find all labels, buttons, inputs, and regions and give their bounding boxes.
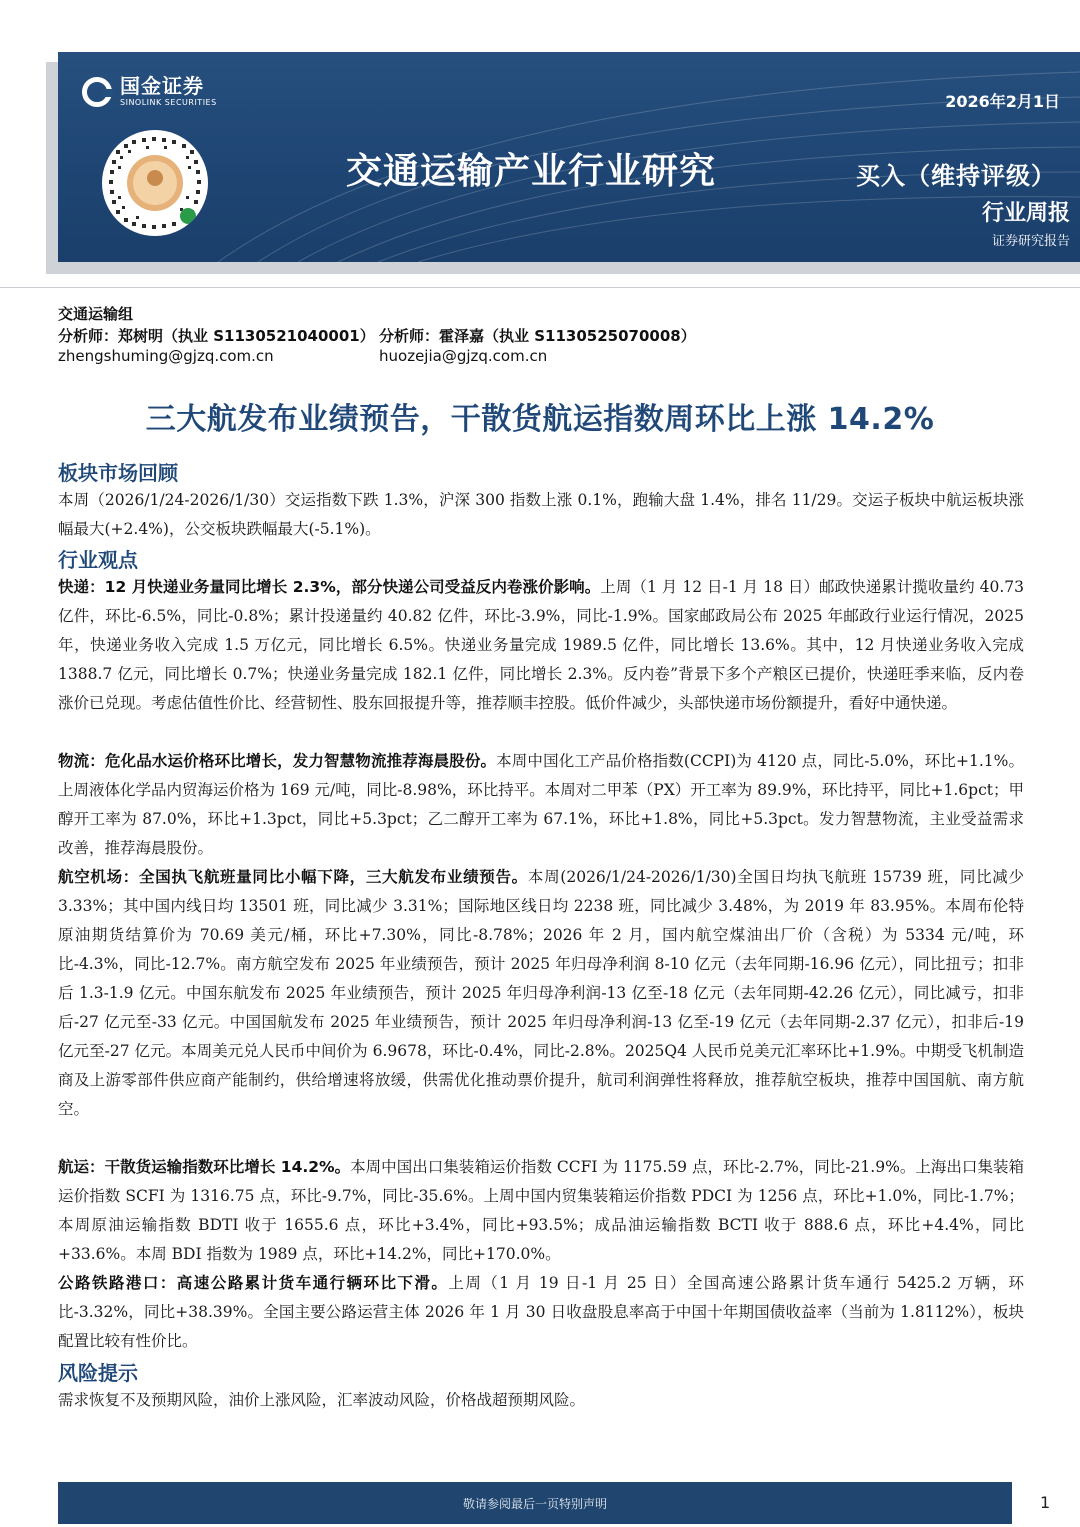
paragraph-aviation [58,863,1024,1124]
express-text: 上周（1 月 12 日-1 月 18 日）邮政快递累计揽收量约 40.73 亿件，环比-6.5%，同比-0.8%；累计投递量约 40.82 亿件，环比-3.9%，同比-1.9%。国家邮政局公布 2025 年邮政行业运行情况，2025 年，快递业务收入完成 1.5 万亿元，同比增长 6.5%。快递业务量完成 1989.5 亿件，同比增长 13.6%。其中，12 月快递业务收入完成 1388.7 亿元，同比增长 0.7%；快递业务量完成 182.1 亿件，同比增长 2.3%。反内卷”背景下多个产粮区已提价，快递旺季来临，反内卷涨价已兑现。考虑估值性价比、经营韧性、股东回报提升等，推荐顺丰控股。低价件减少，头部快递市场份额提升，看好中通快递。 [58,578,1024,712]
section-title-view: 行业观点 [58,548,138,572]
report-type: 行业周报 [981,201,1070,226]
logistics-text: 本周中国化工产品价格指数(CCPI)为 4120 点，同比-5.0%，环比+1.1%。上周液体化学品内贸海运价格为 169 元/吨，同比-8.98%，环比持平。本周对二甲苯（PX）开工率为 89.9%，环比持平，同比+1.6pct；甲醇开工率为 87.0%，环比+1.3pct，同比+5.3pct；乙二醇开工率为 67.1%，环比+1.8%，同比+5.3pct。发力智慧物流，主业受益需求改善，推荐海晨股份。 [58,752,1024,857]
page-footer [58,1482,1012,1524]
analyst-1: 分析师：郑树明（执业 S1130521040001） [58,327,375,345]
report-category: 证券研究报告 [991,234,1070,249]
analyst-1-email[interactable]: zhengshuming@gjzq.com.cn [58,347,274,365]
paragraph-market: 本周（2026/1/24-2026/1/30）交运指数下跌 1.3%，沪深 300 指数上涨 0.1%，跑输大盘 1.4%，排名 11/29。交运子板块中航运板块涨幅最大(+2.4%)，公交板块跌幅最大(-5.1%)。 [58,491,1024,538]
research-group: 交通运输组 [58,305,134,323]
paragraph-risk: 需求恢复不及预期风险，油价上涨风险，汇率波动风险，价格战超预期风险。 [58,1391,586,1409]
qr-code-icon [102,130,208,236]
section-title-market: 板块市场回顾 [58,461,178,485]
paragraph-shipping [58,1153,1024,1269]
logo-text-cn: 国金证券 [120,74,204,98]
disclaimer-note: 敬请参阅最后一页特别声明 [462,1497,607,1511]
road-lead: 公路铁路港口：高速公路累计货车通行辆环比下滑。 [58,1274,449,1292]
paragraph-express [58,573,1024,718]
investment-rating: 买入（维持评级） [856,162,1056,190]
logo-text-en: SINOLINK SECURITIES [120,98,217,107]
road-text: 上周（1 月 19 日-1 月 25 日）全国高速公路累计货车通行 5425.2 万辆，环比-3.32%，同比+38.39%。全国主要公路运营主体 2026 年 1 月 30 日收盘股息率高于中国十年期国债收益率（当前为 1.8112%），板块配置比较有性价比。 [58,1274,1024,1350]
paragraph-logistics [58,747,1024,863]
shipping-text: 本周中国出口集装箱运价指数 CCFI 为 1175.59 点，环比-2.7%，同比-21.9%。上海出口集装箱运价指数 SCFI 为 1316.75 点，环比-9.7%，同比-35.6%。上周中国内贸集装箱运价指数 PDCI 为 1256 点，环比+1.0%，同比-1.7%；本周原油运输指数 BDTI 收于 1655.6 点，环比+3.4%，同比+93.5%；成品油运输指数 BCTI 收于 888.6 点，环比+4.4%，同比+33.6%。本周 BDI 指数为 1989 点，环比+14.2%，同比+170.0%。 [58,1158,1025,1263]
header-divider [0,287,1080,288]
report-headline: 三大航发布业绩预告，干散货航运指数周环比上涨 14.2% [145,402,935,437]
logo-mark-icon [82,77,112,107]
analyst-2-email[interactable]: huozejia@gjzq.com.cn [379,347,548,365]
mini-program-qr-code[interactable] [102,130,208,236]
paragraph-road [58,1269,1024,1356]
logistics-lead: 物流：危化品水运价格环比增长，发力智慧物流推荐海晨股份。 [58,752,497,770]
analyst-2: 分析师：霍泽嘉（执业 S1130525070008） [379,327,696,345]
company-logo [82,76,217,108]
express-lead: 快递：12 月快递业务量同比增长 2.3%，部分快递公司受益反内卷涨价影响。 [58,578,601,596]
aviation-text: 本周(2026/1/24-2026/1/30)全国日均执飞航班 15739 班，同比减少 3.33%；其中国内线日均 13501 班，同比减少 3.31%；国际地区线日均 2238 班，同比减少 3.48%，为 2019 年 83.95%。本周布伦特原油期货结算价为 70.69 美元/桶，环比+7.30%，同比-8.78%；2026 年 2 月，国内航空煤油出厂价（含税）为 5334 元/吨，环比-4.3%，同比-12.7%。南方航空发布 2025 年业绩预告，预计 2025 年归母净利润 8-10 亿元（去年同期-16.96 亿元），同比扭亏；扣非后 1.3-1.9 亿元。中国东航发布 2025 年业绩预告，预计 2025 年归母净利润-13 亿至-18 亿元（去年同期-42.26 亿元），同比减亏，扣非后-27 亿元至-33 亿元。中国国航发布 2025 年业绩预告，预计 2025 年归母净利润-13 亿至-19 亿元（去年同期-2.37 亿元），扣非后-19 亿元至-27 亿元。本周美元兑人民币中间价为 6.9678，环比-0.4%，同比-2.8%。2025Q4 人民币兑美元汇率环比+1.9%。中期受飞机制造商及上游零部件供应商产能制约，供给增速将放缓，供需优化推动票价提升，航司利润弹性将释放，推荐航空板块，推荐中国国航、南方航空。 [58,868,1024,1118]
page-number: 1 [1040,1493,1051,1512]
report-title: 交通运输产业行业研究 [346,151,717,192]
aviation-lead: 航空机场：全国执飞航班量同比小幅下降，三大航发布业绩预告。 [58,868,528,886]
shipping-lead: 航运：干散货运输指数环比增长 14.2%。 [58,1158,351,1176]
section-title-risk: 风险提示 [58,1361,138,1385]
report-date: 2026年2月1日 [945,92,1060,111]
